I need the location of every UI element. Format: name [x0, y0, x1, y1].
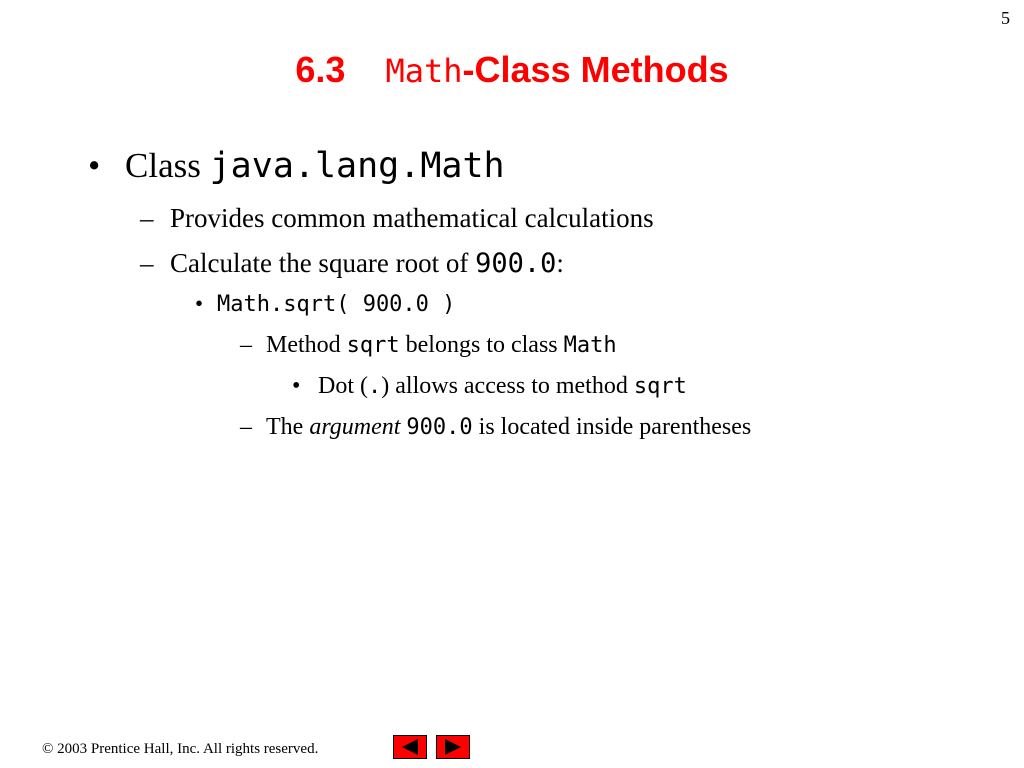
bullet-text: Dot (: [318, 373, 368, 399]
bullet-method-sqrt: [240, 329, 617, 362]
bullet-code-dot: .: [368, 374, 382, 399]
previous-slide-button[interactable]: [393, 735, 427, 759]
bullet-code-sqrt: sqrt: [346, 333, 400, 358]
bullet-marker: •: [292, 373, 301, 399]
bullet-text: Method: [266, 332, 347, 358]
dash-marker: –: [240, 332, 252, 358]
bullet-text: Provides common mathematical calculations: [170, 203, 654, 233]
bullet-text-after: :: [556, 248, 564, 278]
bullet-code-sqrt: sqrt: [633, 374, 687, 399]
bullet-argument: [240, 411, 751, 444]
left-arrow-icon: [394, 736, 426, 758]
bullet-text: The: [266, 414, 310, 440]
title-number: 6.3: [295, 49, 346, 90]
bullet-text: Calculate the square root of: [170, 248, 476, 278]
bullet-text-middle: ) allows access to method: [381, 373, 634, 399]
bullet-text-middle: belongs to class: [399, 332, 564, 358]
next-slide-button[interactable]: [436, 735, 470, 759]
page-number: 5: [1001, 8, 1010, 28]
bullet-code: java.lang.Math: [209, 146, 505, 186]
bullet-provides-calculations: [140, 200, 654, 236]
bullet-marker: •: [195, 291, 204, 316]
title-code: Math: [385, 52, 463, 90]
bullet-dot-access: [292, 370, 687, 403]
dash-marker: –: [140, 248, 154, 278]
bullet-text-after: is located inside parentheses: [472, 414, 752, 440]
bullet-square-root: [140, 244, 564, 283]
bullet-code: Math.sqrt( 900.0 ): [217, 292, 456, 317]
dash-marker: –: [140, 203, 154, 233]
bullet-code: 900.0: [406, 415, 473, 440]
bullet-code: 900.0: [475, 248, 557, 279]
bullet-class-java-lang-math: [88, 141, 505, 191]
bullet-marker: •: [88, 146, 101, 185]
bullet-math-sqrt-call: [195, 288, 455, 321]
title-rest: -Class Methods: [462, 49, 729, 90]
copyright-footer: © 2003 Prentice Hall, Inc. All rights reserved.: [42, 741, 319, 757]
slide-title: [0, 44, 1024, 97]
dash-marker: –: [240, 414, 252, 440]
bullet-emphasis: argument: [309, 414, 401, 440]
right-arrow-icon: [437, 736, 469, 758]
bullet-code-math: Math: [563, 333, 617, 358]
bullet-text: Class: [125, 146, 210, 185]
